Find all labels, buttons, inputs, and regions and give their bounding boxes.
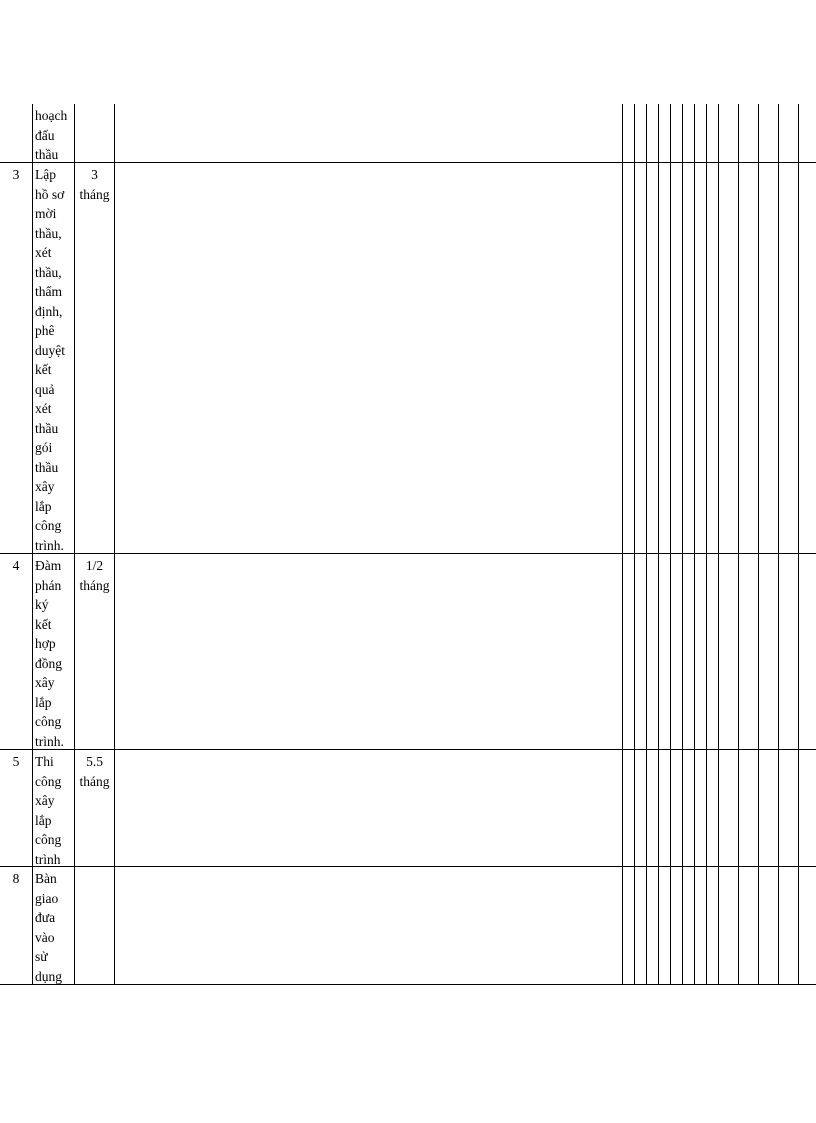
column-divider (634, 104, 635, 985)
column-divider (706, 104, 707, 985)
column-divider (682, 104, 683, 985)
task-description: Bàn giao đưa vào sử dụng (35, 871, 62, 984)
column-divider (74, 104, 75, 985)
duration: 3 tháng (79, 167, 110, 202)
duration: 5.5 tháng (79, 754, 110, 789)
duration (75, 104, 114, 106)
column-divider (798, 104, 799, 985)
column-divider (694, 104, 695, 985)
task-description: hoạch đấu thầu (35, 108, 68, 162)
column-divider (622, 104, 623, 985)
column-divider (718, 104, 719, 985)
column-divider (738, 104, 739, 985)
column-divider (758, 104, 759, 985)
duration (75, 867, 114, 869)
column-divider (670, 104, 671, 985)
task-description: Thi công xây lắp công trình (35, 754, 62, 867)
task-description: Đàm phán ký kết hợp đồng xây lắp công trình. (35, 558, 64, 749)
row-number: 4 (12, 558, 20, 573)
task-description: Lập hồ sơ mời thầu, xét thầu, thẩm định, phê duyệt kết quả xét thầu gói thầu xây lắp công trình. (35, 167, 65, 553)
column-divider (114, 104, 115, 985)
row-number: 8 (12, 871, 20, 886)
column-divider (32, 104, 33, 985)
column-divider (778, 104, 779, 985)
row-number (0, 104, 32, 106)
column-divider (646, 104, 647, 985)
duration: 1/2 tháng (79, 558, 110, 593)
row-number: 3 (12, 167, 20, 182)
row-number: 5 (12, 754, 20, 769)
column-divider (658, 104, 659, 985)
